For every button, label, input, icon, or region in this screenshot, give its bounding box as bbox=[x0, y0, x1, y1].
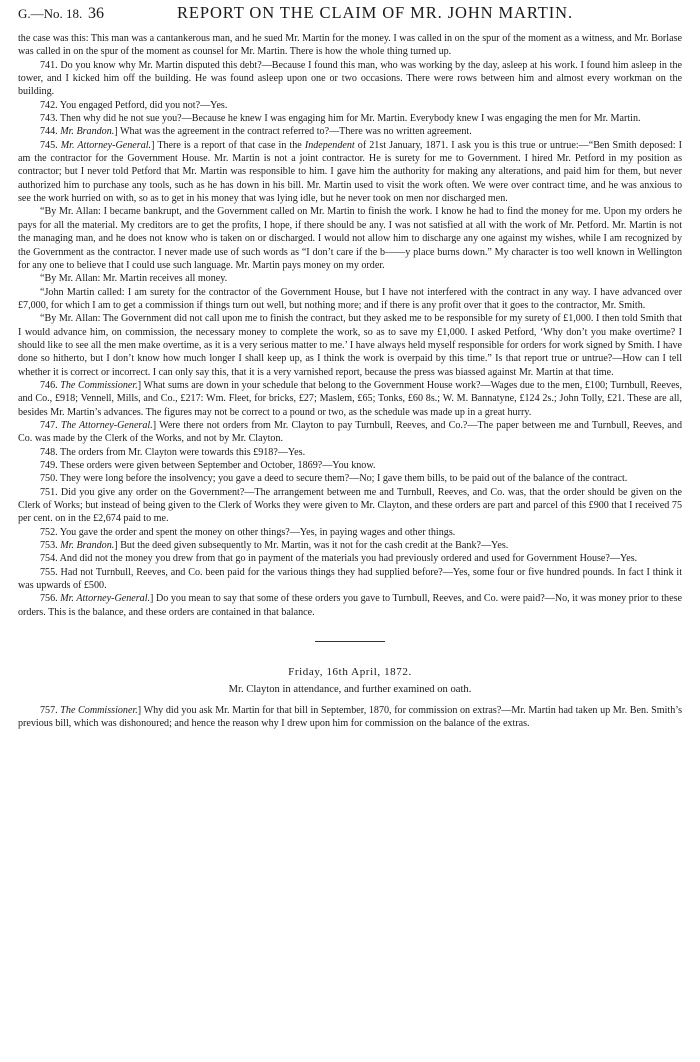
attendance-line: Mr. Clayton in attendance, and further examined on oath. bbox=[228, 684, 472, 696]
paragraph: 748. The orders from Mr. Clayton were towards this £918?—Yes. bbox=[40, 446, 306, 458]
date-heading: Friday, 16th April, 1872. bbox=[288, 666, 412, 679]
paragraph: 751. Did you give any order on the Government?—The arrangement between me and Turnbull, Reeves, and Co. was, that the order should be given on the Clerk of Works; but instead of being given to the Clerk of Works they were given to Mr. Clayton, and these orders are part and parcel of this £900 that I received 75 per cent. on in the £2,674 paid to me. bbox=[18, 486, 682, 525]
paragraph-list bbox=[18, 32, 682, 619]
paragraph: 753. Mr. Brandon.] But the deed given subsequently to Mr. Martin, was it not for the cash credit at the Bank?—Yes. bbox=[40, 540, 509, 552]
paragraph: 747. The Attorney-General.] Were there not orders from Mr. Clayton to pay Turnbull, Reeves, and Co.?—The paper between me and Turnbull, Reeves, and Co. was made by the Clerk of the Works, and not by Mr. Clayton. bbox=[18, 419, 683, 445]
paragraph: 754. And did not the money you drew from that go in payment of the materials you had previously ordered and used for Government House?—Yes. bbox=[40, 553, 638, 565]
paragraph: “By Mr. Allan: I became bankrupt, and the Government called on Mr. Martin to finish the work. I know he had to find the money for me. Upon my orders he pays for all the material. My creditors are to get the profits, I hope, if there should be any. I was not satisfied at all with the work of Mr. Petford. Mr. Martin is not the managing man, and he does not know who is taken on or discharged. I would not allow him to discharge any one against my wishes, while I am recognized by the Government as the contractor. I never made use of such words as “I don’t care if the b——y place burns down.” My character is too well known in Wellington for any one to believe that I could use such language. Mr. Martin pays money on my order. bbox=[18, 206, 682, 271]
paragraph: “By Mr. Allan: Mr. Martin receives all money. bbox=[40, 273, 228, 285]
paragraph: 741. Do you know why Mr. Martin disputed this debt?—Because I found this man, who was working by the day, asleep at his work. I found him asleep in the tower, and I kicked him off the building. He was found asleep upon one or two occasions. There were rows between him and almost every workman on the building. bbox=[18, 59, 682, 98]
paragraph: 743. Then why did he not sue you?—Because he knew I was engaging him for Mr. Martin. Everybody knew I was engaging the men for Mr. Martin. bbox=[40, 113, 641, 125]
page-number: 36 bbox=[88, 5, 104, 22]
paragraph: “By Mr. Allan: The Government did not call upon me to finish the contract, but they asked me to be responsible for my surety of £1,000. I then told Smith that I would advance him, on commission, the necessary money to complete the work, so as to save my £1,000. I asked Petford, ‘Why don’t you make overtime? I should like to see all the men make overtime, as it is a very serious matter to me.’ I have always held myself responsible for orders for work signed by Smith. I have done so hitherto, but I don’t know how much longer I shall keep up, as I think the work is overpaid by this time.” Is that report true or untrue?—How can I tell whether it is correct or incorrect. I can only say this, that it is a very varnished report, because the press was biassed against Mr. Martin at that time. bbox=[18, 313, 682, 378]
paragraph: 744. Mr. Brandon.] What was the agreement in the contract referred to?—There was no written agreement. bbox=[40, 126, 472, 138]
paragraph: 746. The Commissioner.] What sums are down in your schedule that belong to the Government House work?—Wages due to the men, £100; Turnbull, Reeves, and Co., £918; Vennell, Mills, and Co., £217: Wm. Fleet, for bricks, £27; Maslem, £65; Tonks, £60 8s.; W. M. Bannatyne, £124 2s.; John Tolly, £21. These are all, besides Mr. Martin’s advances. The figures may not be correct to a pound or two, as the schedule was made up in a great hurry. bbox=[18, 379, 682, 418]
paragraph: 755. Had not Turnbull, Reeves, and Co. been paid for the various things they had supplied before?—Yes, some four or five hundred pounds. In fact I think it was upwards of £500. bbox=[18, 566, 682, 592]
paragraph: the case was this: This man was a cantankerous man, and he sued Mr. Martin for the money. I was called in on the spur of the moment as a witness, and Mr. Borlase was called in on the spur of the moment as counsel for Mr. Martin. There is how the whole thing turned up. bbox=[18, 33, 682, 58]
page-header bbox=[18, 3, 682, 32]
paragraph: 752. You gave the order and spent the money on other things?—Yes, in paying wages and other things. bbox=[40, 526, 456, 538]
document-body bbox=[18, 32, 682, 731]
paragraph: 745. Mr. Attorney-General.] There is a report of that case in the Independent of 21st January, 1871. I ask you is this true or untrue:—“Ben Smith deposed: I am the contractor for the Government House. Mr. Martin is not a joint contractor. He is surety for me to Government. I hired Mr. Petford in my position as contractor; but I never told Petford that Mr. Martin was responsible to him. I gave him the authority for making any alterations, and paid him for them, but never authorized him to purchase any tools, such as he has down in his bill. Mr. Martin used to visit the work often. We were over contract time, and he was anxious to see the work hurried on with, so as to get in his money that was lying idle, but he never took on men nor discharged men. bbox=[18, 139, 683, 205]
paragraph: 749. These orders were given between September and October, 1869?—You know. bbox=[40, 460, 376, 471]
final-paragraph: 757. The Commissioner.] Why did you ask Mr. Martin for that bill in September, 1870, for commission on extras?—Mr. Martin had taken up Mr. Ben. Smith’s previous bill, which was dishonoured; and hence the reason why I drew upon him for commission on the balance of the extras. bbox=[18, 704, 682, 730]
page-title: REPORT ON THE CLAIM OF MR. JOHN MARTIN. bbox=[177, 3, 573, 22]
paragraph: 742. You engaged Petford, did you not?—Yes. bbox=[40, 99, 228, 111]
paper-reference: G.—No. 18. bbox=[18, 6, 83, 21]
paragraph: 750. They were long before the insolvency; you gave a deed to secure them?—No; I gave them bills, to be paid out of the balance of the contract. bbox=[40, 473, 628, 485]
section-divider bbox=[315, 641, 385, 642]
paragraph: 756. Mr. Attorney-General.] Do you mean to say that some of these orders you gave to Turnbull, Reeves, and Co. were paid?—No, it was money prior to these orders. This is the balance, and these orders are contained in that balance. bbox=[18, 593, 682, 618]
paragraph: “John Martin called: I am surety for the contractor of the Government House, but I have not interfered with the contract in any way. I have advanced over £7,000, for which I am to get a commission if things turn out well, but nothing more; and if there is any profit over that it goes to the contractor, Mr. Smith. bbox=[18, 286, 682, 311]
